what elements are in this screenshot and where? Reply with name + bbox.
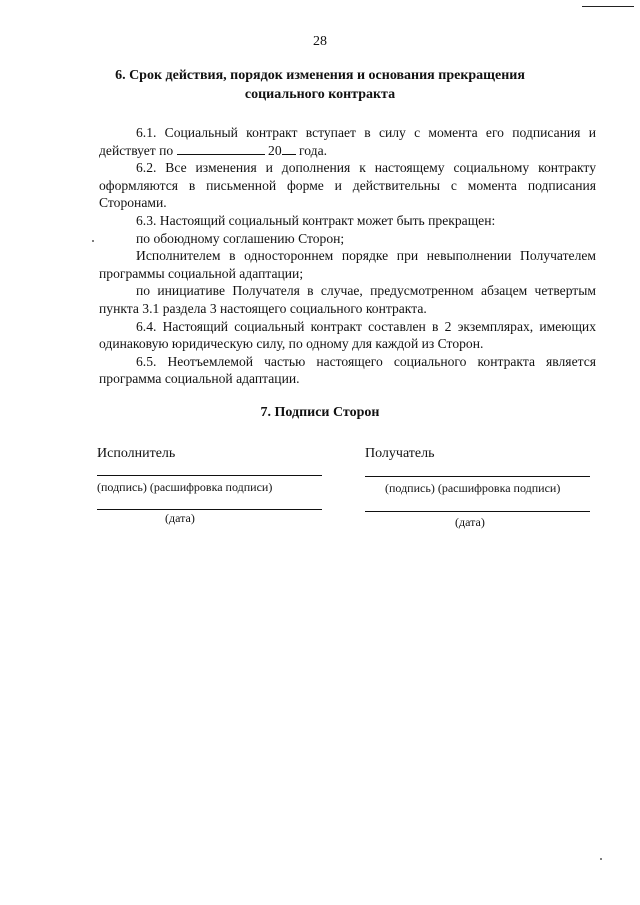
clause-6-3-item-1: по обоюдному соглашению Сторон; — [136, 230, 345, 246]
executor-signature-line — [97, 475, 322, 476]
executor-date-caption: (дата) — [165, 511, 195, 525]
recipient-date-caption: (дата) — [455, 515, 485, 529]
recipient-signature-line — [365, 476, 590, 477]
section-7-title: 7. Подписи Сторон — [260, 405, 380, 420]
year-suffix: года. — [299, 142, 328, 158]
executor-signature-caption: (подпись) (расшифровка подписи) — [97, 480, 273, 494]
clause-6-3: 6.3. Настоящий социальный контракт может быть прекращен: — [136, 212, 496, 228]
year-prefix: 20 — [268, 142, 282, 158]
year-blank — [282, 142, 296, 155]
end-date-blank — [177, 142, 265, 155]
clause-6-4: 6.4. Настоящий социальный контракт составлен в 2 экземплярах, имеющих одинаковую юридическую силу, по одному для каждой из Сторон. — [99, 318, 596, 352]
clause-6-1-text: 6.1. Социальный контракт вступает в силу с момента его подписания и действует по — [99, 125, 596, 158]
section-6-body — [99, 124, 596, 388]
executor-date-line — [97, 509, 322, 510]
scan-speck — [600, 858, 602, 860]
clause-6-1 — [99, 124, 596, 159]
section-6-title-line-1: 6. Срок действия, порядок изменения и основания прекращения — [115, 68, 525, 83]
executor-label: Исполнитель — [97, 446, 176, 461]
recipient-label: Получатель — [365, 446, 435, 461]
page-number: 28 — [313, 34, 327, 49]
section-6-title-line-2: социального контракта — [244, 87, 396, 102]
section-6-title — [100, 66, 540, 104]
clause-6-5: 6.5. Неотъемлемой частью настоящего социального контракта является программа социальной адаптации. — [99, 353, 596, 387]
recipient-signature-caption: (подпись) (расшифровка подписи) — [385, 481, 561, 495]
clause-6-3-item-2: Исполнителем в одностороннем порядке при невыполнении Получателем программы социальной адаптации; — [99, 248, 596, 281]
clause-6-2: 6.2. Все изменения и дополнения к настоящему социальному контракту оформляются в письменной форме и действительны с момента подписания Сторонами. — [99, 160, 596, 211]
scan-speck — [92, 240, 94, 242]
clause-6-3-item-3: по инициативе Получателя в случае, предусмотренном абзацем четвертым пункта 3.1 раздела 3 настоящего социального контракта. — [99, 283, 596, 316]
recipient-date-line — [365, 511, 590, 512]
top-edge-rule — [582, 6, 634, 7]
